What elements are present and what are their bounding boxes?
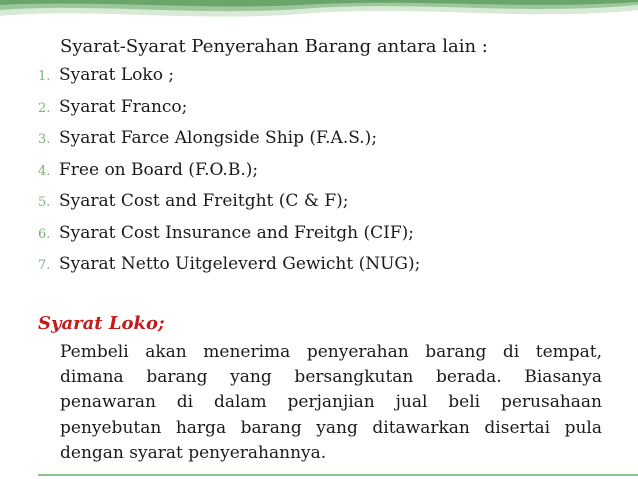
list-number: 6. <box>38 226 51 242</box>
paragraph-line: penyebutan harga barang yang ditawarkan disertai pula <box>60 417 602 438</box>
list-number: 4. <box>38 163 51 179</box>
section-subheading: Syarat Loko; <box>38 313 165 334</box>
list-number: 7. <box>38 258 51 273</box>
list-item <box>0 92 638 124</box>
list-number: 5. <box>38 195 51 210</box>
list-number: 3. <box>38 132 51 147</box>
list-item <box>0 60 638 92</box>
list-text: Syarat Cost and Freitght (C & F); <box>59 191 349 211</box>
list-number: 1. <box>38 69 51 84</box>
list-text: Syarat Franco; <box>59 96 188 117</box>
top-decorative-band <box>0 0 638 22</box>
list-text: Syarat Farce Alongside Ship (F.A.S.); <box>59 128 378 148</box>
slide-heading: Syarat-Syarat Penyerahan Barang antara lain : <box>60 36 488 57</box>
list-item <box>0 123 638 155</box>
list-text: Syarat Loko ; <box>59 65 175 85</box>
list-number: 2. <box>38 100 51 116</box>
paragraph-line: dimana barang yang bersangkutan berada. Biasanya <box>60 367 602 388</box>
wave-decoration <box>0 0 638 22</box>
paragraph-line: dengan syarat penyerahannya. <box>60 442 327 463</box>
list-text: Syarat Cost Insurance and Freitgh (CIF); <box>59 222 414 243</box>
description-paragraph <box>60 340 602 466</box>
paragraph-line: penawaran di dalam perjanjian jual beli perusahaan <box>60 392 602 413</box>
conditions-list <box>0 60 638 281</box>
list-item <box>0 186 638 218</box>
paragraph-line: Pembeli akan menerima penyerahan barang di tempat, <box>60 342 602 362</box>
list-text: Free on Board (F.O.B.); <box>59 159 259 180</box>
list-text: Syarat Netto Uitgeleverd Gewicht (NUG); <box>59 254 421 274</box>
list-item <box>0 218 638 250</box>
list-item <box>0 249 638 281</box>
list-item <box>0 155 638 187</box>
bottom-divider <box>38 474 638 476</box>
